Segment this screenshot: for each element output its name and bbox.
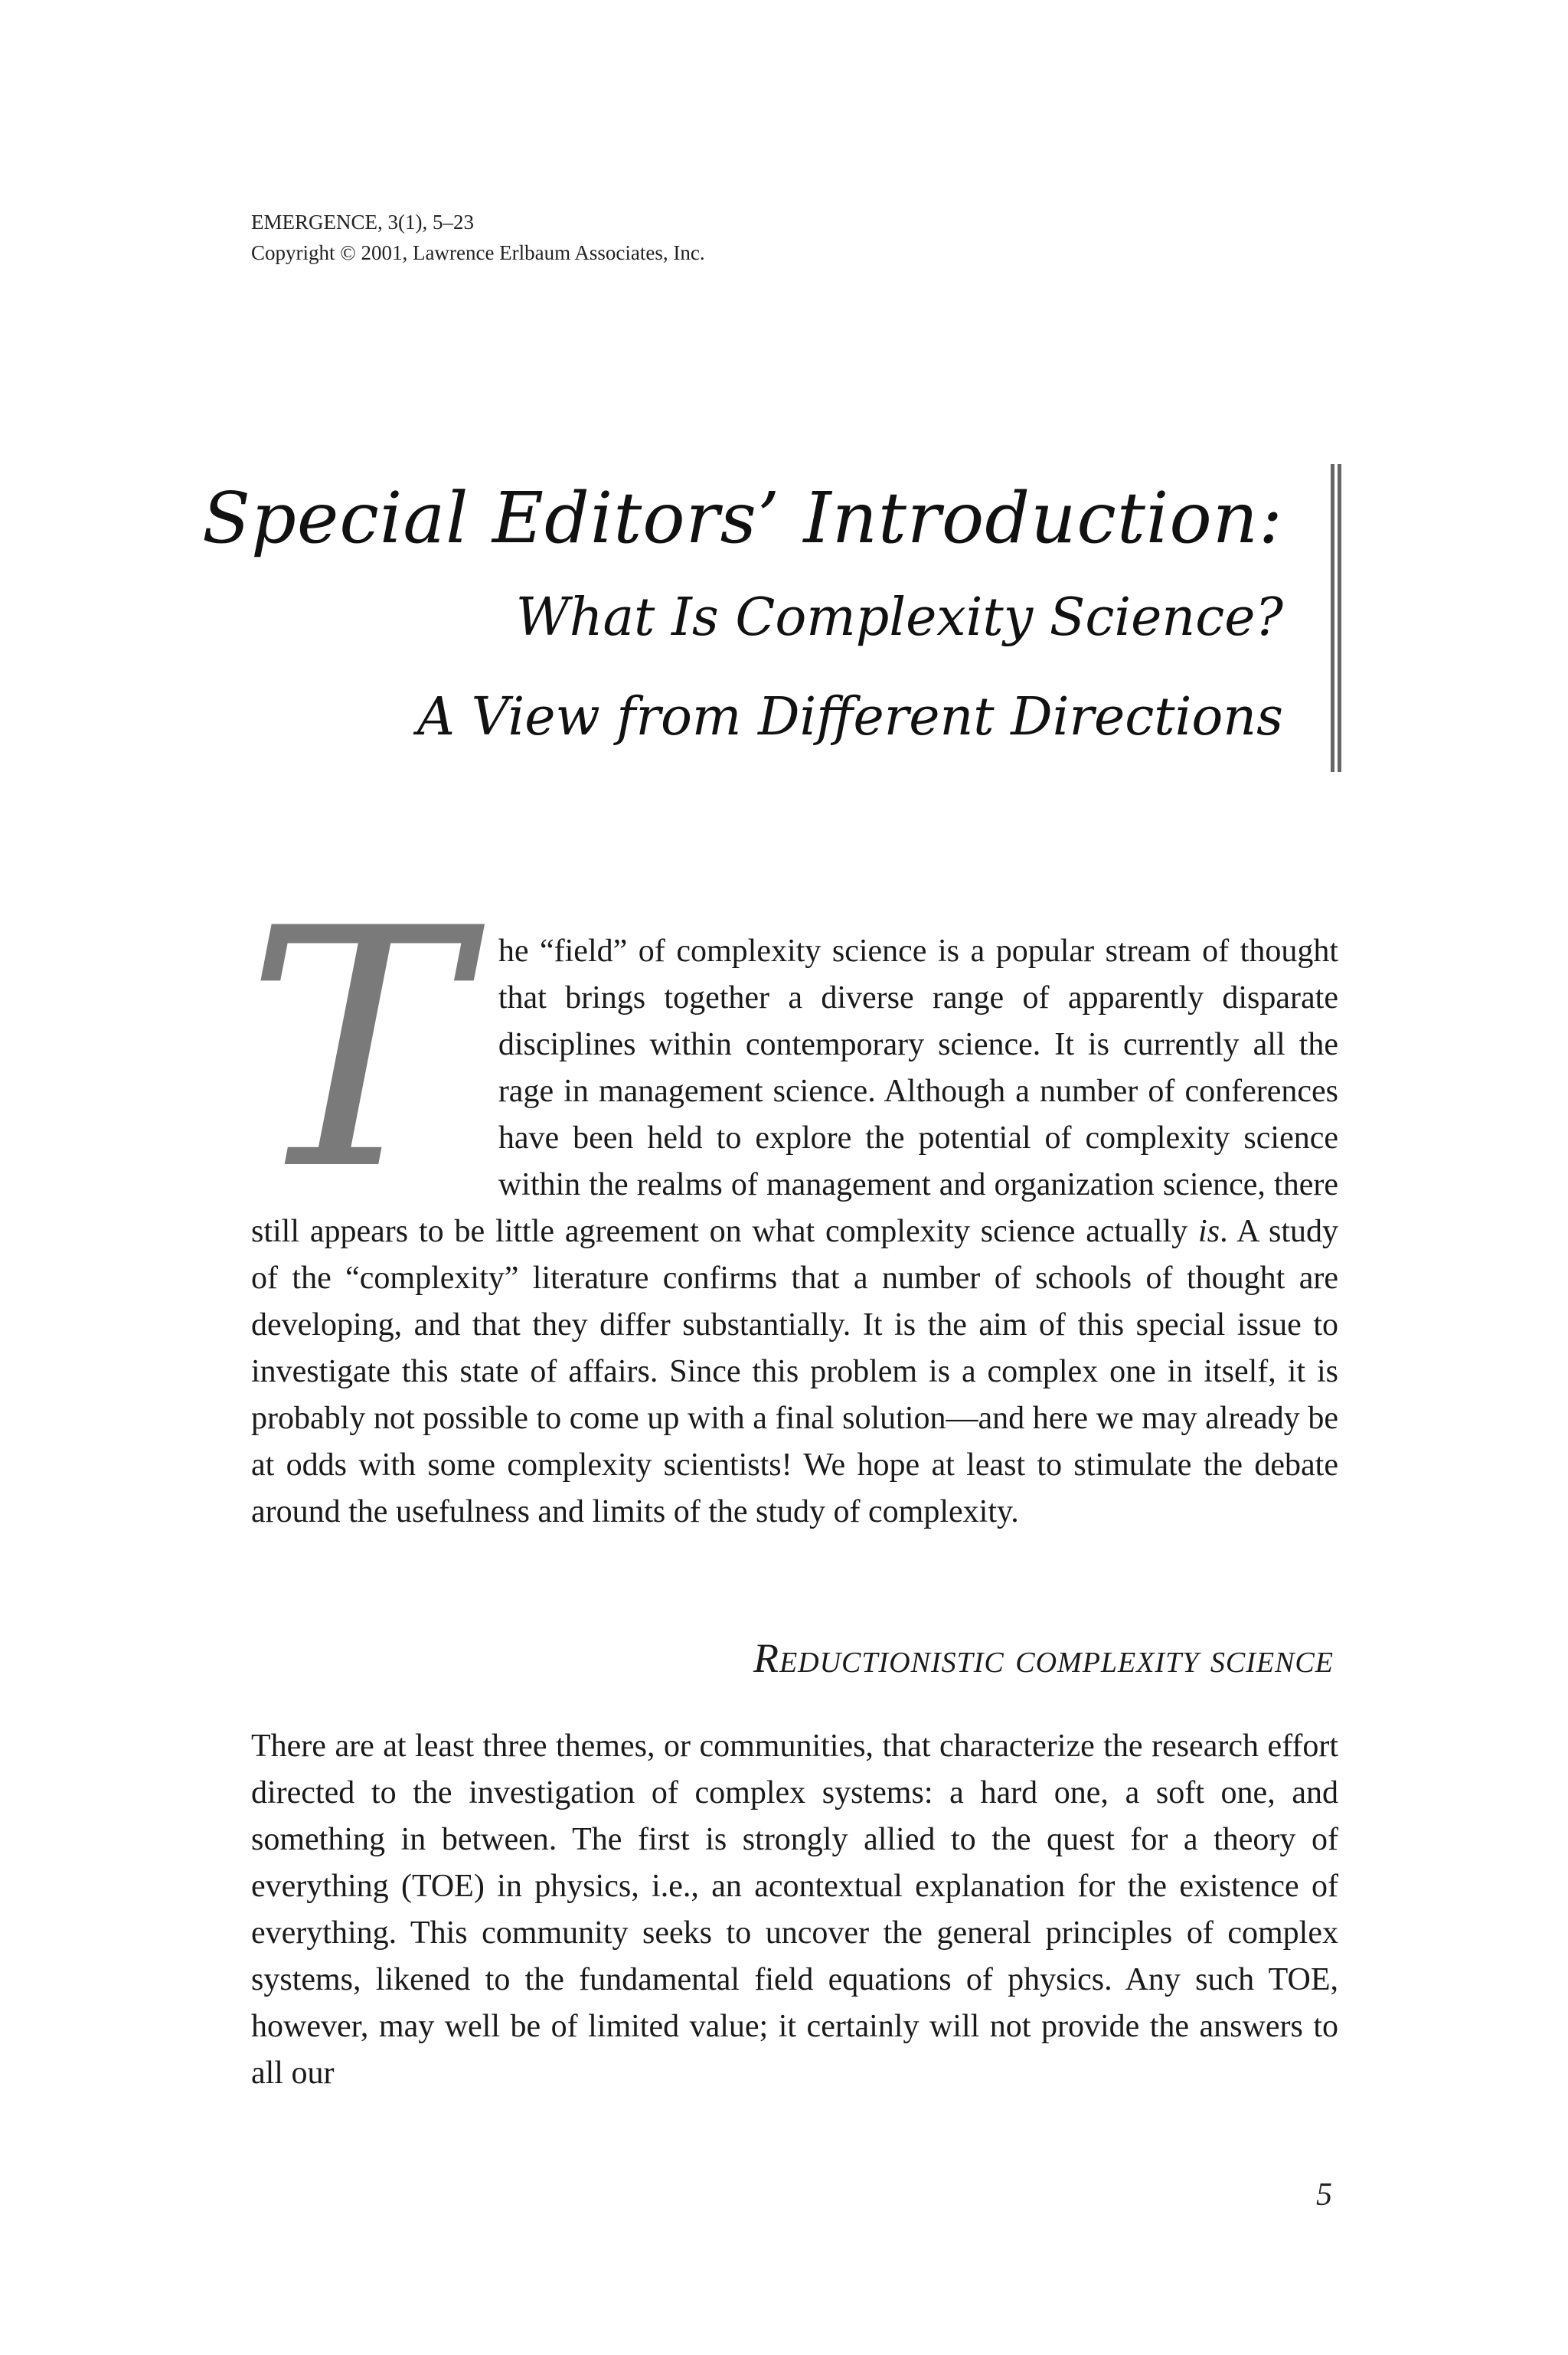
title-double-rule <box>1331 464 1341 772</box>
article-title <box>202 469 1283 767</box>
title-subtitle-2: A View from Different Directions <box>416 687 1283 747</box>
copyright-notice: Copyright © 2001, Lawrence Erlbaum Associates, Inc. <box>251 241 705 264</box>
intro-paragraph <box>245 859 1338 1536</box>
intro-text: he “field” of complexity science is a popular stream of thought that brings together a diverse range of apparently disparate disciplines within contemporary science. It is currently all the rage in management science. Although a number of conferences have been held to explore the potential of complexity science within the realms of management and organization science, there still appears to be little agreement on what complexity science actually <box>251 934 1338 1249</box>
intro-emphasis: is <box>1198 1214 1220 1249</box>
section-paragraph: There are at least three themes, or communities, that characterize the research effort directed to the investigation of complex systems: a hard one, a soft one, and something in between. The first is strongly allied to the quest for a theory of everything (TOE) in physics, i.e., an acontextual explanation for the existence of everything. This community seeks to uncover the general principles of complex systems, likened to the fundamental field equations of physics. Any such TOE, however, may well be of limited value; it certainly will not provide the answers to all our <box>251 1729 1338 2091</box>
title-main: Special Editors’ Introduction: <box>202 477 1283 559</box>
section-heading: Reductionistic complexity science <box>753 1635 1334 1681</box>
page-number: 5 <box>1316 2177 1332 2213</box>
title-subtitle-1: What Is Complexity Science? <box>515 587 1283 648</box>
drop-cap: T <box>245 859 465 1242</box>
intro-text-continued: . A study of the “complexity” literature confirms that a number of schools of thought are developing, and that they differ substantially. It is the aim of this special issue to investigate this state of affairs. Since this problem is a complex one in itself, it is probably not possible to come up with a final solution—and here we may already be at odds with some complexity scientists! We hope at least to stimulate the debate around the usefulness and limits of the study of complexity. <box>251 1214 1338 1529</box>
journal-header <box>251 207 705 268</box>
journal-citation: EMERGENCE, 3(1), 5–23 <box>251 211 474 234</box>
